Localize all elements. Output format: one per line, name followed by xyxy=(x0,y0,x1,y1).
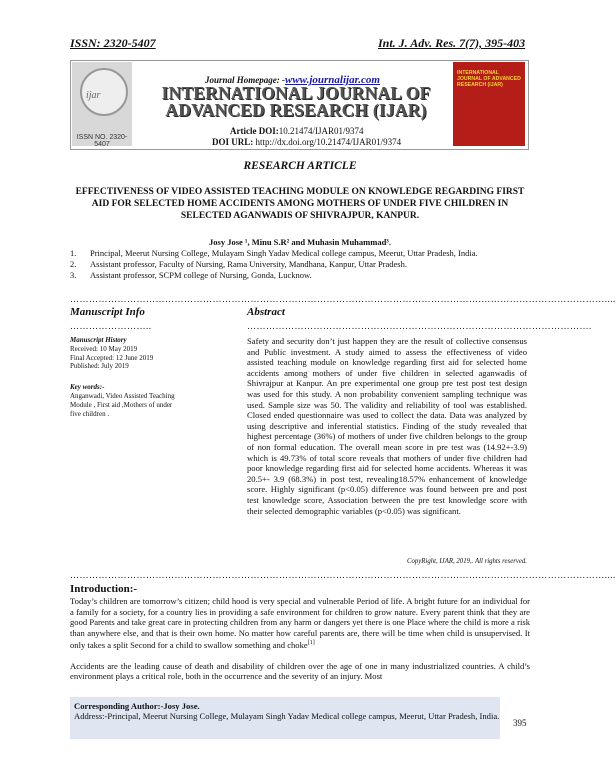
abstract-text: Safety and security don’t just happen they are the result of collective consensus and Public investment. A study aimed to assess the effectiveness of video assisted teaching module on knowledge regarding first aid for selected home accidents among mothers of under five children in selected aganwadis of Shivrajpur at Kanpur. An pre experimental one group pre test post test design was used for this study. A non probability convenient sampling technique was used. Sample size was 50. The validity and reliability of tool was established. Closed ended questionnaire was used to collect the data. Data was analyzed by using descriptive and inferential statistics. Finding of the study revealed that highest percentage (36%) of mothers of under five children belongs to the group of non formal education. The overall mean score in pre test was (14.92+-3.9) which is 49.73% of total score reveals that mothers of under five children had poor knowledge regarding first aid for selected home accidents. Whereas it was 20.5+- 3.9 (68.3%) in post test, revealing18.57% enhancement of knowledge score. Highly significant (p<0.05) difference was found between pre and post test knowledge score, Association between the pre test knowledge score with their selected demographic variables (p<0.05) was significant. xyxy=(247,336,527,516)
citation-header: Int. J. Adv. Res. 7(7), 395-403 xyxy=(378,36,526,50)
homepage-link[interactable]: www.journalijar.com xyxy=(285,74,380,86)
homepage-label: Journal Homepage: - xyxy=(205,75,285,85)
received-date: Received: 10 May 2019 xyxy=(70,344,138,353)
dotted-separator: ………………………………………………………………………………………………………………….………………………………….... xyxy=(70,294,616,304)
dotted-separator-abstract: ………………………………………………………………………………………………. xyxy=(247,321,592,331)
manuscript-info-heading: Manuscript Info xyxy=(70,306,145,318)
introduction-body xyxy=(70,596,530,682)
citation-ref[interactable]: [1] xyxy=(307,640,315,647)
logo-left-issn: ISSN NO. 2320-5407 xyxy=(76,134,128,148)
doi-url-label: DOI URL: xyxy=(212,137,254,147)
keywords: Anganwadi, Video Assisted Teaching Module , First aid ,Mothers of under five children . xyxy=(70,391,175,418)
dotted-separator-short: …………………….. xyxy=(70,321,152,331)
article-type: RESEARCH ARTICLE xyxy=(243,160,357,172)
journal-logo-left xyxy=(72,62,132,146)
copyright: CopyRight, IJAR, 2019,. All rights reserved. xyxy=(406,558,527,565)
affiliations-list xyxy=(70,248,530,280)
history-label: Manuscript History xyxy=(70,336,127,344)
journal-title-line1: INTERNATIONAL JOURNAL OF xyxy=(161,83,431,103)
corresponding-author-label: Corresponding Author:-Josy Jose. xyxy=(74,701,200,711)
article-authors: Josy Jose ¹, Minu S.R² and Muhasin Muhammad³. xyxy=(209,237,391,247)
corresponding-author-address: Address:-Principal, Meerut Nursing College, Mulayam Singh Yadav Medical college campus, Meerut, Uttar Pradesh, India. xyxy=(74,711,500,721)
manuscript-history xyxy=(70,336,240,418)
corresponding-author xyxy=(74,701,504,721)
affiliation-item: 2. Assistant professor, Faculty of Nursing, Rama University, Mandhana, Kanpur, Uttar Pradesh. xyxy=(70,258,407,269)
affiliation-item: 1. Principal, Meerut Nursing College, Mulayam Singh Yadav Medical college campus, Meerut, Uttar Pradesh, India. xyxy=(70,248,478,258)
abstract-heading: Abstract xyxy=(247,306,285,318)
logo-left-text: ijar xyxy=(86,90,101,101)
intro-paragraph-2: Accidents are the leading cause of death and disability of children over the age of one in many industrialized countries. A child’s environment plays a critical role, both in the occurrence and the severity of an injury. Most xyxy=(70,660,530,682)
page-number: 395 xyxy=(513,718,527,728)
issn-header: ISSN: 2320-5407 xyxy=(70,36,156,50)
accepted-date: Final Accepted: 12 June 2019 xyxy=(70,353,154,362)
dotted-separator-bottom: ………………………………………………………………………………………………………………….………………………………….... xyxy=(70,570,616,580)
journal-cover-thumbnail xyxy=(453,62,525,146)
article-doi-label: Article DOI: xyxy=(230,126,279,136)
introduction-heading: Introduction:- xyxy=(70,583,138,595)
intro-paragraph-1: Today’s children are tomorrow’s citizen; child hood is very special and vulnerable Period of life. A bright future for an individual for a family for a society, for a country lies in providing a safe environment for children to grow nature. Every parent think that they are good Parents and take great care in protecting children from any harm or dangers yet there is one Place where the child is more a risk than anywhere else, and that is their own home. No matter how careful parents are, there will be time when child is unsupervised. It only takes a split Second for a child to swallow something and choke[1] xyxy=(70,596,530,651)
article-doi: 10.21474/IJAR01/9374 xyxy=(278,126,364,136)
article-title: EFFECTIVENESS OF VIDEO ASSISTED TEACHING MODULE ON KNOWLEDGE REGARDING FIRST AID FOR SELECTED HOME ACCIDENTS AMONG MOTHERS OF UNDER FIVE CHILDREN IN SELECTED AGANWADIS OF SHIVRAJPUR, KANPUR. xyxy=(75,187,525,221)
journal-title xyxy=(140,85,452,119)
published-date: Published: July 2019 xyxy=(70,362,129,371)
cover-title: INTERNATIONAL JOURNAL OF ADVANCED RESEARCH (IJAR) xyxy=(457,70,521,88)
affiliation-item: 3. Assistant professor, SCPM college of Nursing, Gonda, Lucknow. xyxy=(70,269,312,280)
keywords-label: Key words:- xyxy=(70,383,105,392)
doi-block xyxy=(212,126,401,148)
journal-title-line2: ADVANCED RESEARCH (IJAR) xyxy=(165,100,427,120)
doi-url[interactable]: http://dx.doi.org/10.21474/IJAR01/9374 xyxy=(255,137,402,147)
